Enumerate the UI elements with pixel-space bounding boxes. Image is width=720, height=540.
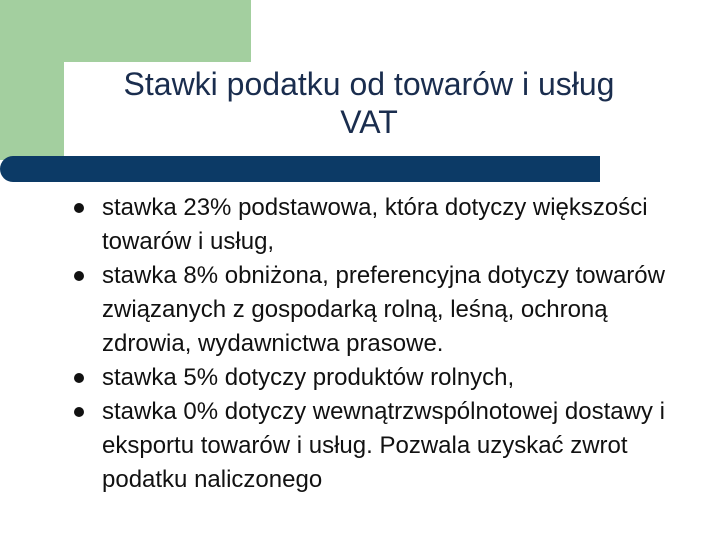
bullet-dot-icon — [74, 373, 84, 383]
bullet-item-8 — [72, 259, 672, 361]
bullet-item-5 — [72, 361, 672, 395]
bullet-dot-icon — [74, 271, 84, 281]
bullet-text: stawka 5% dotyczy produktów rolnych, — [102, 364, 515, 391]
bullet-item-0 — [72, 395, 672, 497]
bullet-text: stawka 8% obniżona, preferencyjna dotyczy towarów związanych z gospodarką rolną, leśną, ochroną zdrowia, wydawnictwa prasowe. — [102, 262, 665, 357]
title-divider-bar — [0, 156, 600, 182]
bullet-list — [72, 191, 672, 497]
slide-title — [64, 62, 674, 141]
bullet-text: stawka 0% dotyczy wewnątrzwspólnotowej dostawy i eksportu towarów i usług. Pozwala uzyskać zwrot podatku naliczonego — [102, 398, 665, 493]
bullet-text: stawka 23% podstawowa, która dotyczy większości towarów i usług, — [102, 194, 648, 255]
title-line-2: VAT — [340, 104, 398, 140]
bullet-dot-icon — [74, 407, 84, 417]
title-line-1: Stawki podatku od towarów i usług — [123, 66, 615, 102]
title-area — [64, 62, 674, 159]
bullet-dot-icon — [74, 203, 84, 213]
bullet-item-23 — [72, 191, 672, 259]
